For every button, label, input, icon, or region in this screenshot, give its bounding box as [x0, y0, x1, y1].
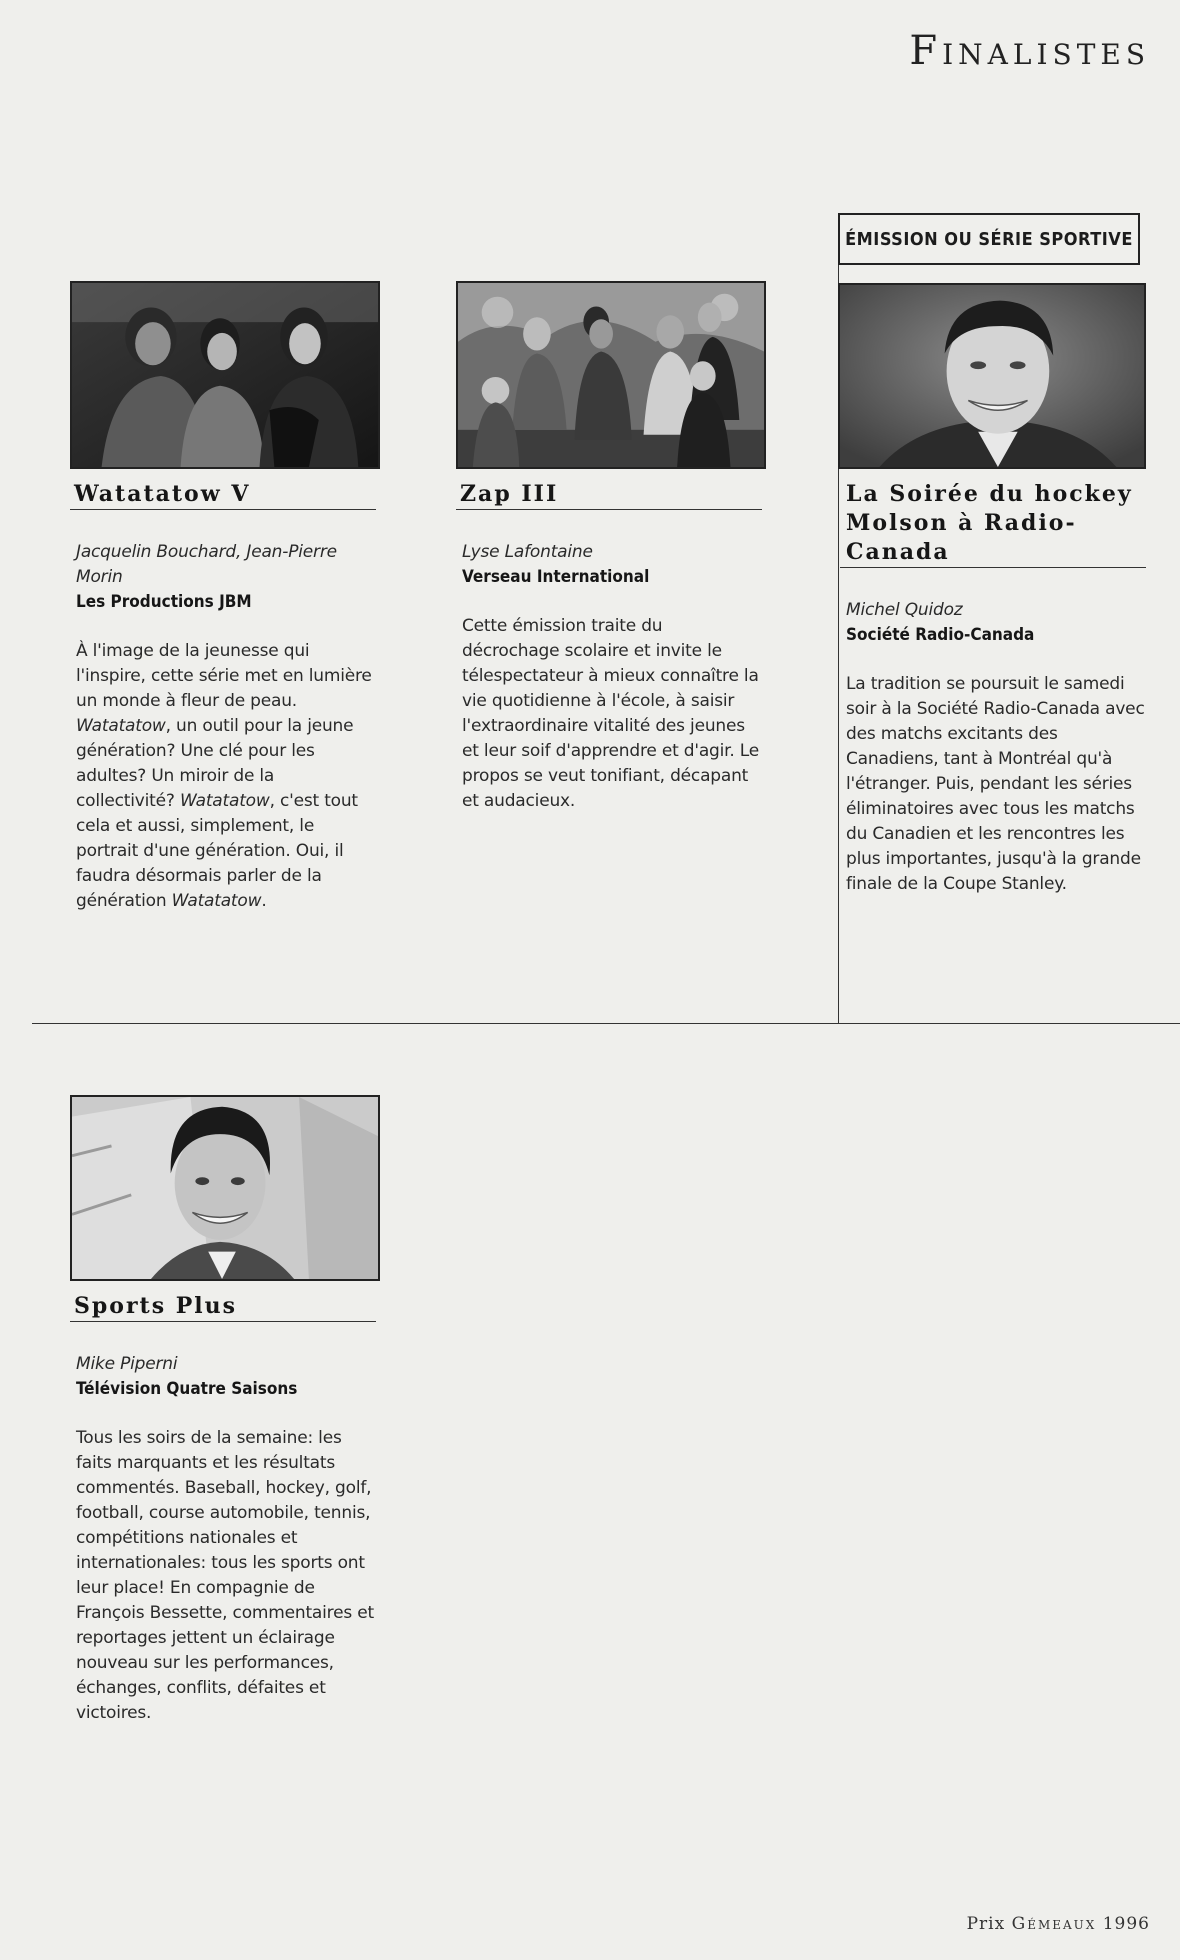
- entry-title: [70, 1292, 376, 1322]
- description-italic: Watatatow: [76, 716, 166, 736]
- production-company: Télévision Quatre Saisons: [76, 1379, 298, 1399]
- producer-names: Mike Piperni: [76, 1354, 178, 1374]
- description-text: À l'image de la jeunesse qui l'inspire, cette série met en lumière un monde à fleur de peau.: [76, 641, 372, 711]
- hockey-host-photo: [838, 283, 1146, 469]
- entry-title-line: Zap III: [460, 481, 559, 507]
- entry-description: [840, 672, 1146, 897]
- description-text: .: [261, 891, 267, 911]
- producer-names: Michel Quidoz: [846, 600, 963, 620]
- production-company: Les Productions JBM: [76, 592, 252, 612]
- entry-soiree-hockey: [840, 480, 1146, 897]
- entry-description: [456, 614, 762, 814]
- entry-title-line: Molson à Radio-Canada: [846, 510, 1077, 565]
- production-company: Société Radio-Canada: [846, 625, 1035, 645]
- producer-names: Jacquelin Bouchard, Jean-Pierre Morin: [76, 542, 337, 587]
- production-company: Verseau International: [462, 567, 650, 587]
- entry-watatatow: [70, 480, 376, 914]
- watatatow-photo: [70, 281, 380, 469]
- footer-credit: [967, 1914, 1150, 1934]
- zap-photo: [456, 281, 766, 469]
- description-italic: Watatatow: [171, 891, 262, 911]
- footer-brand: Prix: [966, 1914, 1006, 1934]
- description-text: , un outil pour la jeune génération? Une clé pour les adultes? Un miroir de la collectivité?: [76, 716, 354, 811]
- entry-sports-plus: [70, 1292, 376, 1726]
- entry-description: [70, 1426, 376, 1726]
- sports-plus-host-photo: [70, 1095, 380, 1281]
- description-text: Tous les soirs de la semaine: les faits marquants et les résultats commentés. Baseball, hockey, golf, football, course automobile, tennis, compétitions nationales et internationales: tous les sports ont leur place! En compagnie de François Bessette, commentaires et reportages jettent un éclairage nouveau sur les performances, échanges, conflits, défaites et victoires.: [76, 1428, 374, 1723]
- entry-title-line: Sports Plus: [74, 1293, 238, 1319]
- page-title: Finalistes: [909, 28, 1150, 74]
- entry-title: [70, 480, 376, 510]
- description-text: Cette émission traite du décrochage scolaire et invite le télespectateur à mieux connaître la vie quotidienne à l'école, à saisir l'extraordinaire vitalité des jeunes et leur soif d'apprendre et d'agir. Le propos se veut tonifiant, décapant et audacieux.: [462, 616, 760, 811]
- entry-title: [840, 480, 1146, 568]
- row-divider: [32, 1023, 1180, 1024]
- description-text: , c'est tout cela et aussi, simplement, le portrait d'une génération. Oui, il faudra désormais parler de la génération: [76, 791, 358, 911]
- description-text: La tradition se poursuit le samedi soir à la Société Radio-Canada avec des matchs excitants des Canadiens, tant à Montréal qu'à l'étranger. Puis, pendant les séries éliminatoires avec tous les matchs du Canadien et les rencontres les plus importantes, jusqu'à la grande finale de la Coupe Stanley.: [846, 674, 1145, 894]
- entry-title: [456, 480, 762, 510]
- category-label: ÉMISSION OU SÉRIE SPORTIVE: [838, 213, 1140, 265]
- entry-description: [70, 639, 376, 914]
- entry-zap: [456, 480, 762, 814]
- footer-name: Gémeaux: [1011, 1914, 1097, 1934]
- description-italic: Watatatow: [179, 791, 270, 811]
- entry-title-line: La Soirée du hockey: [846, 481, 1133, 507]
- producer-names: Lyse Lafontaine: [462, 542, 593, 562]
- entry-title-line: Watatatow V: [74, 481, 251, 507]
- footer-year: 1996: [1102, 1914, 1150, 1934]
